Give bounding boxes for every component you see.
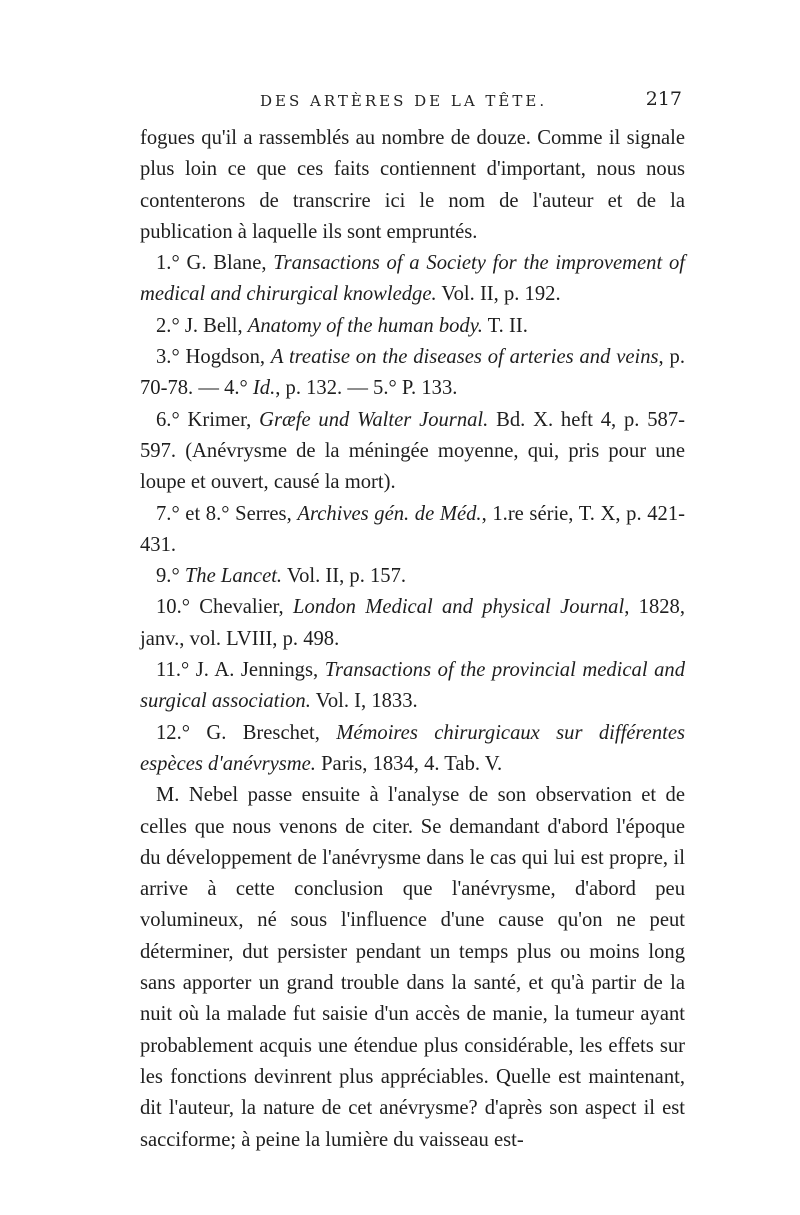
reference-author: Chevalier, <box>199 596 293 619</box>
reference-item-10 <box>140 592 685 655</box>
reference-number: 7.° et 8.° <box>156 502 236 525</box>
reference-details: Vol. II, p. 192. <box>436 283 561 306</box>
reference-number: 3.° <box>156 346 186 369</box>
closing-paragraph: M. Nebel passe ensuite à l'analyse de son observation et de celles que nous venons de citer. Se demandant d'abord l'époque du développement de l'anévrysme dans le cas qui lui est propre, il arrive à cette conclusion que l'anévrysme, d'abord peu volumineux, né sous l'influence d'une cause qu'on ne peut déterminer, dut persister pendant un temps plus ou moins long sans apporter un grand trouble dans la santé, et qu'à partir de la nuit où la malade fut saisie d'un accès de manie, la tumeur ayant probablement acquis une étendue plus considérable, les effets sur les fonctions devinrent plus appréciables. Quelle est maintenant, dit l'auteur, la nature de cet anévrysme? d'après son aspect il est sacciforme; à peine la lumière du vaisseau est- <box>140 784 685 1151</box>
page-number: 217 <box>645 88 682 110</box>
reference-author: Hogdson, <box>185 346 271 369</box>
reference-author: J. A. Jennings, <box>195 659 325 682</box>
reference-author: J. Bell, <box>184 314 248 337</box>
intro-paragraph: fogues qu'il a rassemblés au nombre de douze. Comme il signale plus loin ce que ces faits contiennent d'important, nous nous contenterons de transcrire ici le nom de l'auteur et de la publication à laquelle ils sont empruntés. <box>140 127 685 243</box>
reference-details: , 1828, janv., vol. LVIII, p. 498. <box>140 596 685 650</box>
reference-item-1 <box>140 248 685 311</box>
reference-author: Serres, <box>235 502 298 525</box>
reference-item-11 <box>140 655 685 718</box>
running-head <box>140 88 682 118</box>
reference-item-6 <box>140 405 685 499</box>
reference-author: Krimer, <box>187 408 260 431</box>
reference-item-7-8 <box>140 499 685 562</box>
reference-author: G. Breschet, <box>206 721 337 744</box>
reference-author: G. Blane, <box>186 252 274 275</box>
reference-title-ibid: Id. <box>252 377 276 400</box>
reference-number: 9.° <box>156 565 185 588</box>
reference-number: 10.° <box>156 596 200 619</box>
reference-details: Vol. I, 1833. <box>310 690 418 713</box>
reference-details: , p. 70-78. — 4.° <box>140 346 685 400</box>
reference-number: 6.° <box>156 408 188 431</box>
reference-item-3 <box>140 342 685 405</box>
reference-details-2: , p. 132. — 5.° P. 133. <box>275 377 458 400</box>
reference-details: T. II. <box>482 314 528 337</box>
reference-title: Mémoires chirurgicaux sur différentes espèces d'anévrysme. <box>140 721 685 775</box>
reference-number: 1.° <box>156 252 187 275</box>
reference-number: 11.° <box>156 659 196 682</box>
reference-title: Græfe und Walter Journal. <box>259 408 489 431</box>
reference-details: Paris, 1834, 4. Tab. V. <box>315 752 503 775</box>
reference-details: Bd. X. heft 4, p. 587-597. (Anévrysme de la méningée moyenne, qui, pris pour une loupe et ouvert, causé la mort). <box>140 408 685 494</box>
reference-item-9 <box>140 561 685 592</box>
reference-title: A treatise on the diseases of arteries and veins <box>270 346 659 369</box>
reference-details: , 1.re série, T. X, p. 421-431. <box>140 502 686 556</box>
reference-title: Archives gén. de Méd. <box>297 502 482 525</box>
reference-title: The Lancet. <box>184 565 283 588</box>
reference-title: Anatomy of the human body. <box>247 314 483 337</box>
reference-item-2 <box>140 311 685 342</box>
reference-title: Transactions of the provincial medical and surgical association. <box>140 659 685 713</box>
running-head-title: DES ARTÈRES DE LA TÊTE. <box>260 92 548 110</box>
reference-title: Transactions of a Society for the improvement of medical and chirurgical knowledge. <box>140 252 685 306</box>
reference-details: Vol. II, p. 157. <box>282 565 407 588</box>
reference-title: London Medical and physical Journal <box>292 596 625 619</box>
body-text <box>140 123 685 1156</box>
reference-number: 12.° <box>156 721 207 744</box>
reference-number: 2.° <box>156 314 185 337</box>
reference-item-12 <box>140 718 685 781</box>
